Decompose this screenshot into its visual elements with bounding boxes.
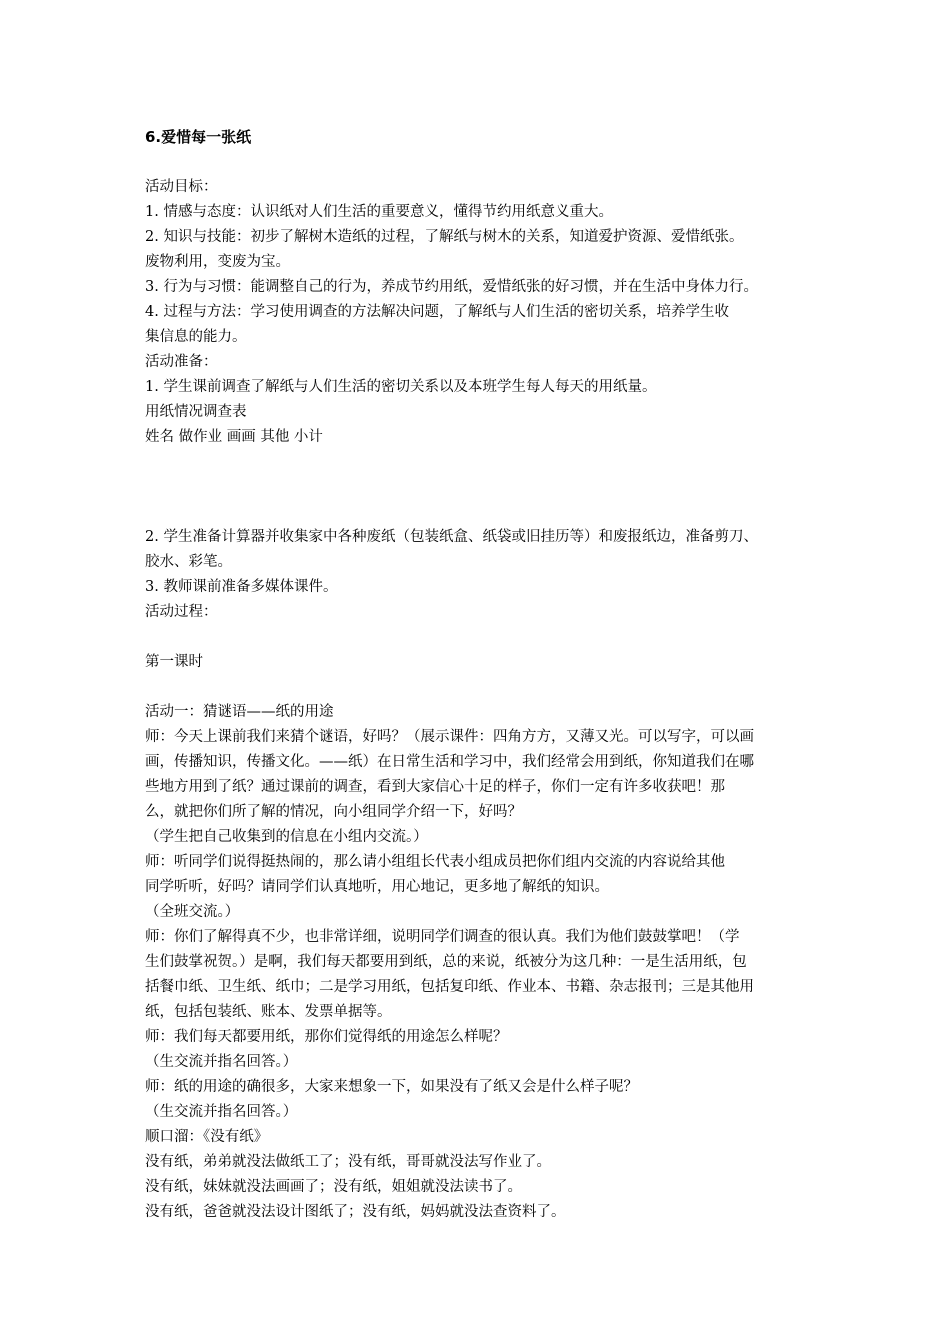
paragraph-line: 师：纸的用途的确很多，大家来想象一下，如果没有了纸又会是什么样子呢？ xyxy=(145,1079,638,1095)
survey-table-blank xyxy=(145,450,825,525)
paragraph-line: 没有纸，弟弟就没法做纸工了；没有纸，哥哥就没法写作业了。 xyxy=(145,1154,551,1170)
spacer xyxy=(145,625,825,650)
paragraph-line: 没有纸，爸爸就没法设计图纸了；没有纸，妈妈就没法查资料了。 xyxy=(145,1204,566,1220)
goal-line: 4. 过程与方法：学习使用调查的方法解决问题，了解纸与人们生活的密切关系，培养学生收 xyxy=(145,304,729,320)
goal-line: 集信息的能力。 xyxy=(145,329,247,345)
paragraph-line: 师：你们了解得真不少，也非常详细，说明同学们调查的很认真。我们为他们鼓鼓掌吧！（学 xyxy=(145,929,740,945)
section-heading-process: 活动过程： xyxy=(145,604,218,620)
activity-heading: 活动一：猜谜语——纸的用途 xyxy=(145,704,334,720)
paragraph-line: 师：我们每天都要用纸，那你们觉得纸的用途怎么样呢？ xyxy=(145,1029,508,1045)
goal-line: 2. 知识与技能：初步了解树木造纸的过程，了解纸与树木的关系，知道爱护资源、爱惜纸张。 xyxy=(145,229,744,245)
survey-table-title: 用纸情况调查表 xyxy=(145,404,247,420)
paragraph-line: 么，就把你们所了解的情况，向小组同学介绍一下，好吗？ xyxy=(145,804,522,820)
document-title: 6.爱惜每一张纸 xyxy=(145,128,252,146)
paragraph-line: 师：听同学们说得挺热闹的，那么请小组组长代表小组成员把你们组内交流的内容说给其他 xyxy=(145,854,725,870)
paragraph-line: 生们鼓掌祝贺。）是啊，我们每天都要用到纸，总的来说，纸被分为这几种：一是生活用纸，包 xyxy=(145,954,747,970)
goal-line: 3. 行为与习惯：能调整自己的行为，养成节约用纸，爱惜纸张的好习惯，并在生活中身体力行。 xyxy=(145,279,758,295)
paragraph-line: 些地方用到了纸？通过课前的调查，看到大家信心十足的样子，你们一定有许多收获吧！那 xyxy=(145,779,725,795)
paragraph-line: 没有纸，妹妹就没法画画了；没有纸，姐姐就没法读书了。 xyxy=(145,1179,522,1195)
paragraph-line: （学生把自己收集到的信息在小组内交流。） xyxy=(145,829,428,845)
lesson-heading: 第一课时 xyxy=(145,654,203,670)
paragraph-line: 师：今天上课前我们来猜个谜语，好吗？（展示课件：四角方方，又薄又光。可以写字，可以画 xyxy=(145,729,754,745)
prep-line: 胶水、彩笔。 xyxy=(145,554,232,570)
paragraph-line: 纸，包括包装纸、账本、发票单据等。 xyxy=(145,1004,392,1020)
prep-line: 2. 学生准备计算器并收集家中各种废纸（包装纸盒、纸袋或旧挂历等）和废报纸边，准备剪刀、 xyxy=(145,529,758,545)
prep-line: 1. 学生课前调查了解纸与人们生活的密切关系以及本班学生每人每天的用纸量。 xyxy=(145,379,657,395)
paragraph-line: 画，传播知识，传播文化。——纸）在日常生活和学习中，我们经常会用到纸，你知道我们在哪 xyxy=(145,754,754,770)
goal-line: 废物利用，变废为宝。 xyxy=(145,254,290,270)
paragraph-line: （生交流并指名回答。） xyxy=(145,1104,298,1120)
paragraph-line: （全班交流。） xyxy=(145,904,240,920)
spacer xyxy=(145,150,825,175)
section-heading-preparation: 活动准备： xyxy=(145,354,218,370)
goal-line: 1. 情感与态度：认识纸对人们生活的重要意义，懂得节约用纸意义重大。 xyxy=(145,204,613,220)
survey-table-header: 姓名 做作业 画画 其他 小计 xyxy=(145,429,323,445)
paragraph-line: 括餐巾纸、卫生纸、纸巾；二是学习用纸，包括复印纸、作业本、书籍、杂志报刊；三是其他用 xyxy=(145,979,754,995)
paragraph-line: （生交流并指名回答。） xyxy=(145,1054,298,1070)
paragraph-line: 同学听听，好吗？请同学们认真地听，用心地记，更多地了解纸的知识。 xyxy=(145,879,609,895)
spacer xyxy=(145,675,825,700)
paragraph-line: 顺口溜：《没有纸》 xyxy=(145,1129,269,1145)
prep-line: 3. 教师课前准备多媒体课件。 xyxy=(145,579,338,595)
document-body xyxy=(145,124,825,1225)
section-heading-goals: 活动目标： xyxy=(145,179,218,195)
